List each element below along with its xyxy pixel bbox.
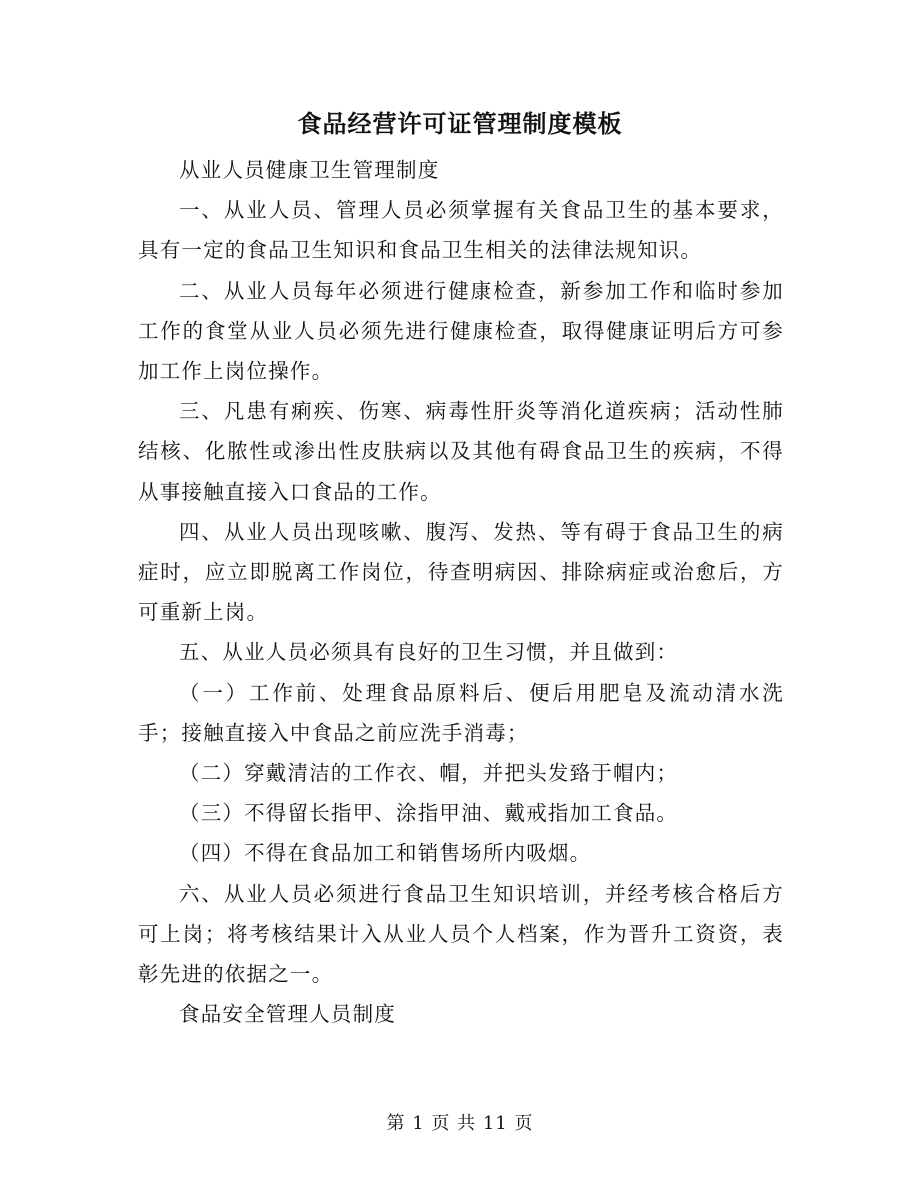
section-heading: 从业人员健康卫生管理制度 xyxy=(179,158,440,182)
document-body xyxy=(138,150,784,1034)
sub-item: （一）工作前、处理食品原料后、便后用肥皂及流动清水洗手；接触直接入中食品之前应洗手消毒； xyxy=(138,680,784,745)
page-footer: 第 1 页 共 11 页 xyxy=(386,1113,534,1134)
sub-item: （二）穿戴清洁的工作衣、帽，并把头发臵于帽内； xyxy=(179,761,679,786)
paragraph: 二、从业人员每年必须进行健康检查，新参加工作和临时参加工作的食堂从业人员必须先进行健康检查，取得健康证明后方可参加工作上岗位操作。 xyxy=(138,278,784,384)
paragraph: 五、从业人员必须具有良好的卫生习惯，并且做到： xyxy=(179,640,679,665)
paragraph: 四、从业人员出现咳嗽、腹泻、发热、等有碍于食品卫生的病症时，应立即脱离工作岗位，待查明病因、排除病症或治愈后，方可重新上岗。 xyxy=(138,519,784,625)
sub-item: （三）不得留长指甲、涂指甲油、戴戒指加工食品。 xyxy=(179,801,679,826)
sub-item: （四）不得在食品加工和销售场所内吸烟。 xyxy=(179,841,592,866)
section-heading: 食品安全管理人员制度 xyxy=(179,1002,396,1027)
document-title: 食品经营许可证管理制度模板 xyxy=(297,109,623,138)
paragraph: 一、从业人员、管理人员必须掌握有关食品卫生的基本要求，具有一定的食品卫生知识和食品卫生相关的法律法规知识。 xyxy=(138,198,784,263)
paragraph: 六、从业人员必须进行食品卫生知识培训，并经考核合格后方可上岗；将考核结果计入从业人员个人档案，作为晋升工资资，表彰先进的依据之一。 xyxy=(138,881,784,987)
paragraph: 三、凡患有痢疾、伤寒、病毒性肝炎等消化道疾病；活动性肺结核、化脓性或渗出性皮肤病以及其他有碍食品卫生的疾病，不得从事接触直接入口食品的工作。 xyxy=(138,399,784,504)
